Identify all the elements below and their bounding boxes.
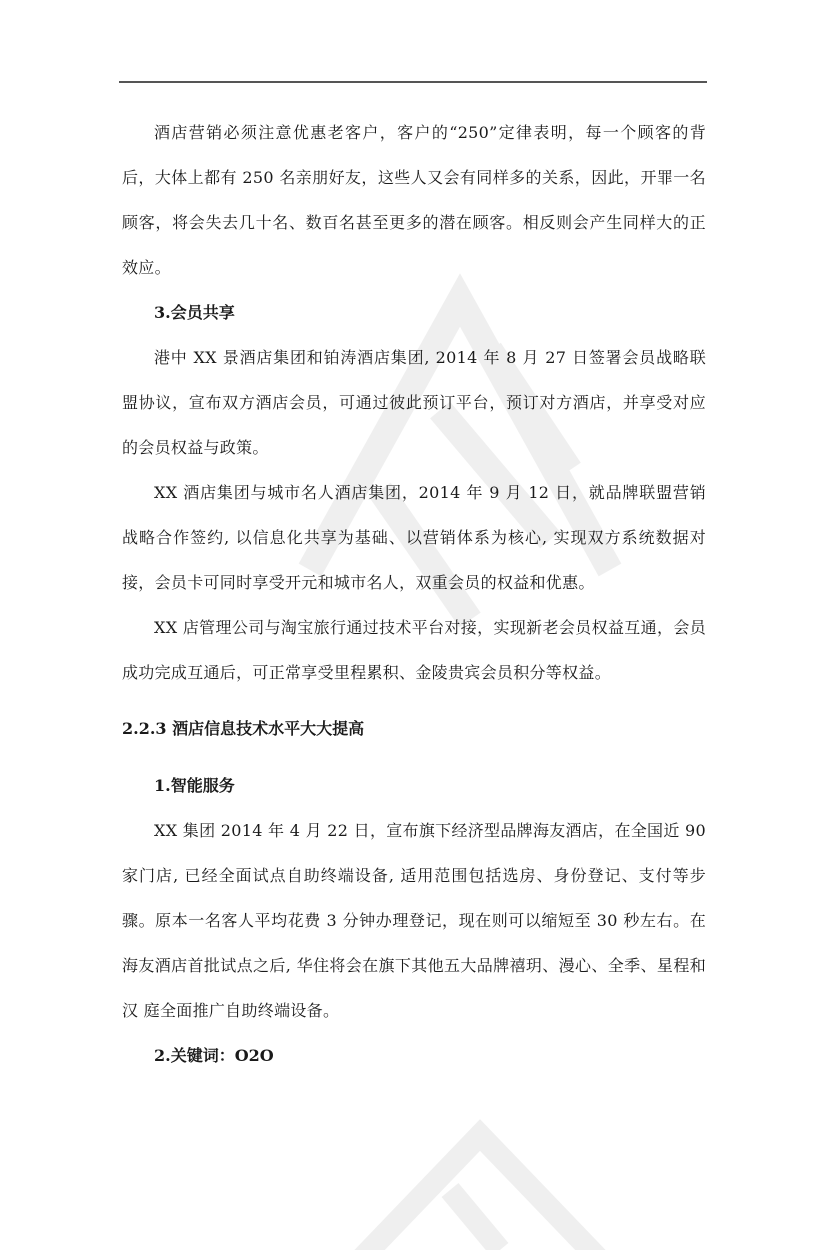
paragraph-250-rule: 酒店营销必须注意优惠老客户，客户的“250”定律表明，每一个顾客的背后，大体上都有 250 名亲朋好友，这些人又会有同样多的关系，因此，开罪一名顾客，将会失去几十名、数百名甚至更多的潜在顾客。相反则会产生同样大的正效应。 [122, 123, 706, 277]
subheading-keyword-o2o: 2.关键词：O2O [154, 1046, 274, 1065]
paragraph-alliance-platinum: 港中 XX 景酒店集团和铂涛酒店集团, 2014 年 8 月 27 日签署会员战略联盟协议，宣布双方酒店会员，可通过彼此预订平台，预订对方酒店，并享受对应的会员权益与政策。 [122, 348, 706, 457]
subheading-smart-service: 1.智能服务 [154, 776, 235, 795]
paragraph-alliance-city-celebrity: XX 酒店集团与城市名人酒店集团，2014 年 9 月 12 日，就品牌联盟营销战略合作签约, 以信息化共享为基础、以营销体系为核心, 实现双方系统数据对接，会员卡可同时享受开元和城市名人，双重会员的权益和优惠。 [122, 483, 706, 592]
document-body [122, 110, 706, 1078]
section-heading-it-level: 2.2.3 酒店信息技术水平大大提高 [122, 719, 365, 738]
paragraph-taobao-travel: XX 店管理公司与淘宝旅行通过技术平台对接，实现新老会员权益互通，会员成功完成互通后，可正常享受里程累积、金陵贵宾会员积分等权益。 [122, 618, 706, 682]
subheading-member-sharing: 3.会员共享 [154, 303, 235, 322]
paragraph-self-service-terminal: XX 集团 2014 年 4 月 22 日，宣布旗下经济型品牌海友酒店，在全国近 90 家门店, 已经全面试点自助终端设备, 适用范围包括选房、身份登记、支付等步 骤。原本一名客人平均花费 3 分钟办理登记，现在则可以缩短至 30 秒左右。在海友酒店首批试点之后, 华住将会在旗下其他五大品牌禧玥、漫心、全季、星程和汉 庭全面推广自助终端设备。 [122, 821, 706, 1020]
header-rule [119, 81, 707, 83]
watermark-icon [330, 1110, 630, 1250]
